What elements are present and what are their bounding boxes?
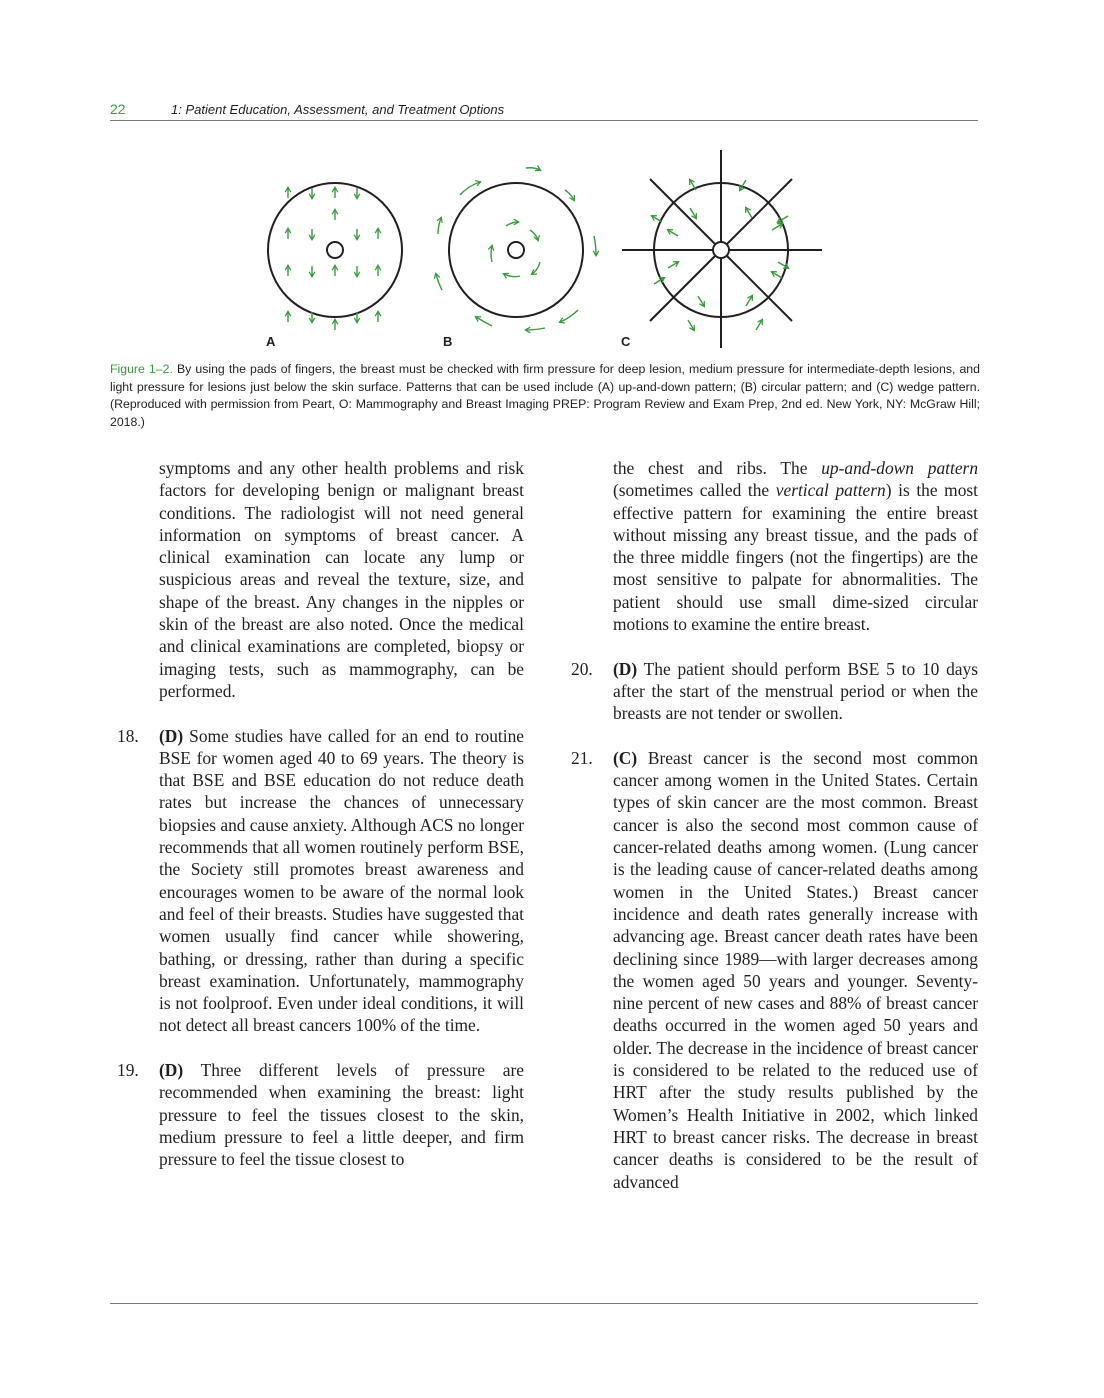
- arrows-b: [436, 168, 596, 330]
- figure-diagram: [230, 150, 880, 360]
- item-number: 18.: [117, 725, 139, 746]
- continuation-text: (sometimes called the: [613, 480, 776, 501]
- panel-label-b: B: [443, 334, 453, 349]
- answer-text: The patient should perform BSE 5 to 10 days after the start of the menstrual period or when the breasts are not tender or swollen.: [613, 658, 978, 724]
- answer-key: (C): [613, 747, 638, 768]
- nipple-c: [713, 242, 729, 258]
- panel-label-a: A: [266, 334, 276, 349]
- breast-outline-a: [268, 183, 402, 317]
- panel-b-circular-pattern: [436, 168, 596, 349]
- left-column: [117, 457, 524, 1171]
- figure-label: Figure 1–2.: [110, 362, 173, 376]
- running-head: 1: Patient Education, Assessment, and Treatment Options: [171, 102, 505, 117]
- answer-item-21: [571, 747, 978, 1193]
- item-number: 20.: [571, 658, 593, 679]
- continuation-text: ) is the most effective pattern for examining the entire breast without missing any breast tissue, and the pads of the three middle fingers (not the fingertips) are the most sensitive to palpate for abnormalities. The patient should use small dime-sized circular motions to examine the entire breast.: [613, 480, 979, 635]
- answer-text: Some studies have called for an end to routine BSE for women aged 40 to 69 years. The theory is that BSE and BSE education do not reduce death rates but increase the chances of unnecessary biopsies and cause anxiety. Although ACS no longer recommends that all women routinely perform BSE, the Society still promotes breast awareness and encourages women to be aware of the normal look and feel of their breasts. Studies have suggested that women usually find cancer while showering, bathing, or dressing, rather than during a specific breast examination. Unfortunately, mammography is not foolproof. Even under ideal conditions, it will not detect all breast cancers 100% of the time.: [159, 725, 524, 1036]
- wedge-lines: [622, 150, 822, 348]
- breast-outline-b: [449, 183, 583, 317]
- page-number: 22: [110, 101, 126, 117]
- panel-label-c: C: [621, 334, 631, 349]
- right-column: [571, 457, 979, 1193]
- figure-caption: [110, 361, 980, 431]
- answer-item-20: [571, 658, 978, 725]
- answer-key: (D): [159, 725, 184, 746]
- figure-breast-exam-patterns: [230, 150, 880, 360]
- answer-text: Breast cancer is the second most common cancer among women in the United States. Certain types of skin cancer are the most common. Breast cancer is also the second most common cause of cancer-related deaths among women. (Lung cancer is the leading cause of cancer-related deaths among women in the United States.) Breast cancer incidence and death rates generally increase with advancing age. Breast cancer death rates have been declining since 1989—with larger decreases among the women aged 50 years and younger. Seventy-nine percent of new cases and 88% of breast cancer deaths occurred in the women aged 50 years and older. The decrease in the incidence of breast cancer is considered to be related to the reduced use of HRT after the study results published by the Women’s Health Initiative in 2002, which linked HRT to breast cancer risks. The decrease in breast cancer deaths is considered to be the result of advanced: [613, 747, 978, 1192]
- item-number: 19.: [117, 1060, 139, 1081]
- item-number: 21.: [571, 747, 593, 768]
- answer-item-19: [117, 1059, 524, 1170]
- answer-item-18: [117, 725, 524, 1037]
- answer-text: Three different levels of pressure are recommended when examining the breast: light pressure to feel the tissues closest to the skin, medium pressure to feel a little deeper, and firm pressure to feel the tissue closest to: [159, 1060, 524, 1170]
- footer-rule: [110, 1303, 978, 1304]
- answer-key: (D): [159, 1060, 184, 1081]
- nipple-a: [327, 242, 343, 258]
- right-continuation-paragraph: [613, 457, 978, 635]
- continuation-text: the chest and ribs. The: [613, 458, 822, 478]
- panel-c-wedge-pattern: [621, 150, 822, 349]
- panel-a-up-and-down-pattern: [266, 183, 402, 349]
- pattern-term: up-and-down pattern: [821, 458, 979, 478]
- nipple-b: [508, 242, 524, 258]
- pattern-term: vertical pattern: [775, 480, 886, 501]
- page-header: [110, 100, 978, 121]
- left-continuation-paragraph: symptoms and any other health problems and risk factors for developing benign or malignant breast conditions. The radiologist will not need general information on symptoms of breast cancer. A clinical examination can locate any lump or suspicious areas and reveal the texture, size, and shape of the breast. Any changes in the nipples or skin of the breast are also noted. Once the medical and clinical examinations are completed, biopsy or imaging tests, such as mammography, can be performed.: [159, 458, 524, 701]
- figure-caption-text: By using the pads of fingers, the breast must be checked with firm pressure for deep lesion, medium pressure for intermediate-depth lesions, and light pressure for lesions just below the skin surface. Patterns that can be used include (A) up-and-down pattern; (B) circular pattern; and (C) wedge pattern. (Reproduced with permission from Peart, O: Mammography and Breast Imaging PREP: Program Review and Exam Prep, 2nd ed. New York, NY: McGraw Hill; 2018.): [110, 362, 980, 429]
- answer-key: (D): [613, 658, 638, 679]
